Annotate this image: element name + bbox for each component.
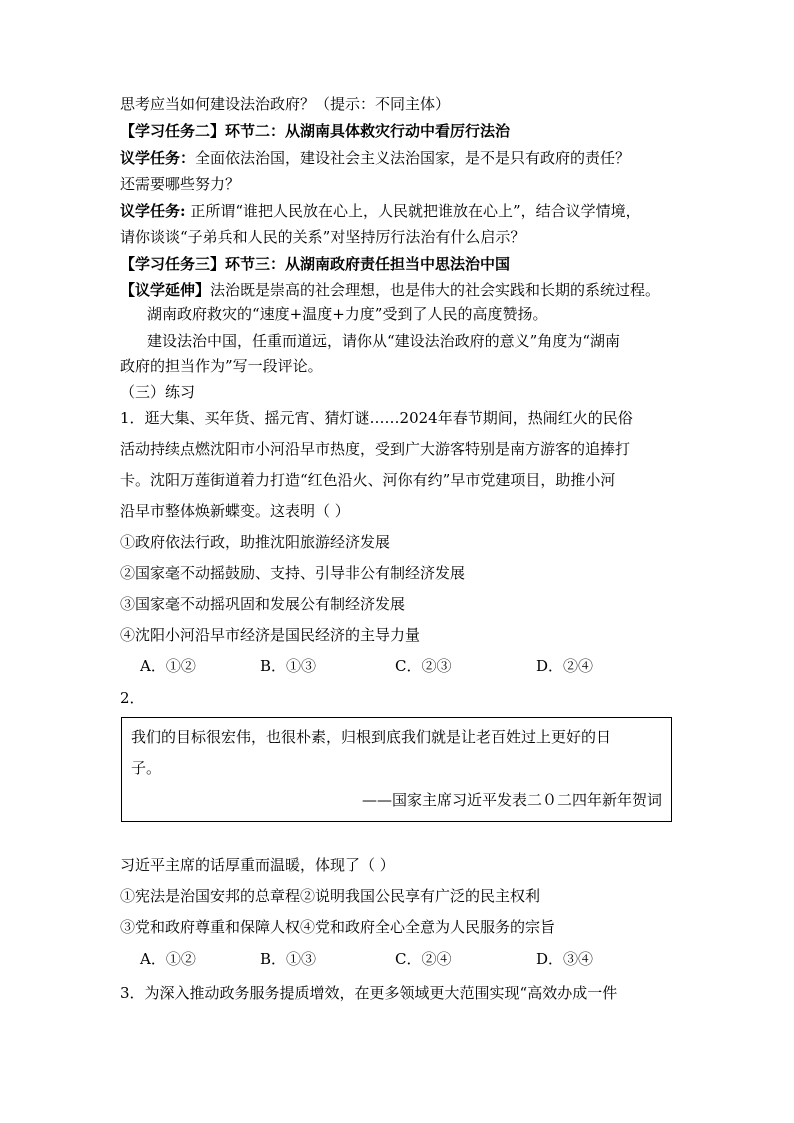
- q2-option-a: A．①②: [140, 950, 196, 968]
- task3-heading: 【学习任务三】环节三：从湖南政府责任担当中思法治中国: [120, 255, 511, 273]
- q1-statement: ②国家毫不动摇鼓励、支持、引导非公有制经济发展: [120, 564, 466, 582]
- text-line-think: 思考应当如何建设法治政府？（提示：不同主体）: [120, 95, 451, 113]
- extension-text: 法治既是崇高的社会理想，也是伟大的社会实践和长期的系统过程。: [210, 281, 661, 299]
- task2-heading: 【学习任务二】环节二：从湖南具体救灾行动中看厉行法治: [120, 122, 511, 140]
- quote-line: 子。: [131, 759, 162, 777]
- q1-stem-line: 1．逛大集、买年货、摇元宵、猜灯谜……2024年春节期间，热闹红火的民俗: [120, 409, 633, 427]
- text-line: 还需要哪些努力？: [120, 175, 241, 193]
- section-practice-heading: （三）练习: [120, 383, 196, 401]
- task-text: 正所谓“谁把人民放在心上，人民就把谁放在心上”，结合议学情境，: [185, 202, 641, 220]
- q1-statement: ③国家毫不动摇巩固和发展公有制经济发展: [120, 595, 406, 613]
- q2-statements: ③党和政府尊重和保障人权④党和政府全心全意为人民服务的宗旨: [120, 918, 556, 936]
- extension-paragraph: [120, 280, 660, 300]
- quote-line: 我们的目标很宏伟，也很朴素，归根到底我们就是让老百姓过上更好的日: [131, 728, 612, 746]
- text-line: 请你谈谈“子弟兵和人民的关系”对坚持厉行法治有什么启示？: [120, 228, 526, 246]
- q2-option-b: B．①③: [260, 950, 317, 968]
- q1-stem-line: 沿早市整体焕新蝶变。这表明（ ）: [120, 502, 350, 520]
- q1-option-b: B．①③: [260, 657, 317, 675]
- q1-option-d: D．②④: [536, 657, 594, 675]
- q2-statements: ①宪法是治国安邦的总章程②说明我国公民享有广泛的民主权利: [120, 887, 541, 905]
- q1-stem-line: 卡。沈阳万莲街道着力打造“红色沿火、河你有约”早市党建项目，助推小河: [120, 471, 616, 489]
- q1-statement: ④沈阳小河沿早市经济是国民经济的主导力量: [120, 626, 421, 644]
- task-question-1: [120, 148, 630, 168]
- text-line: 湖南政府救灾的“速度+温度+力度”受到了人民的高度赞扬。: [147, 305, 548, 323]
- q1-option-a: A．①②: [140, 657, 196, 675]
- task-label: 议学任务：: [120, 149, 196, 167]
- text-line: 政府的担当作为”写一段评论。: [120, 357, 323, 375]
- quote-source: ——国家主席习近平发表二０二四年新年贺词: [361, 791, 662, 809]
- task-question-2: [120, 201, 641, 221]
- task-label: 议学任务:: [120, 202, 186, 220]
- extension-label: 【议学延伸】: [120, 281, 211, 299]
- q1-option-c: C．②③: [395, 657, 452, 675]
- q2-number: 2．: [120, 689, 145, 707]
- q2-option-d: D．③④: [536, 950, 594, 968]
- q2-stem: 习近平主席的话厚重而温暖，体现了（ ）: [120, 856, 395, 874]
- quote-box: [121, 717, 672, 822]
- q3-stem-line: 3．为深入推动政务服务提质增效，在更多领域更大范围实现“高效办成一件: [120, 984, 618, 1002]
- q2-option-c: C．②④: [395, 950, 452, 968]
- q1-stem-line: 活动持续点燃沈阳市小河沿早市热度，受到广大游客特别是南方游客的追捧打: [120, 440, 631, 458]
- text-line: 建设法治中国，任重而道远，请你从“建设法治政府的意义”角度为“湖南: [147, 332, 621, 350]
- q1-statement: ①政府依法行政，助推沈阳旅游经济发展: [120, 533, 391, 551]
- task-text: 全面依法治国，建设社会主义法治国家，是不是只有政府的责任？: [195, 149, 631, 167]
